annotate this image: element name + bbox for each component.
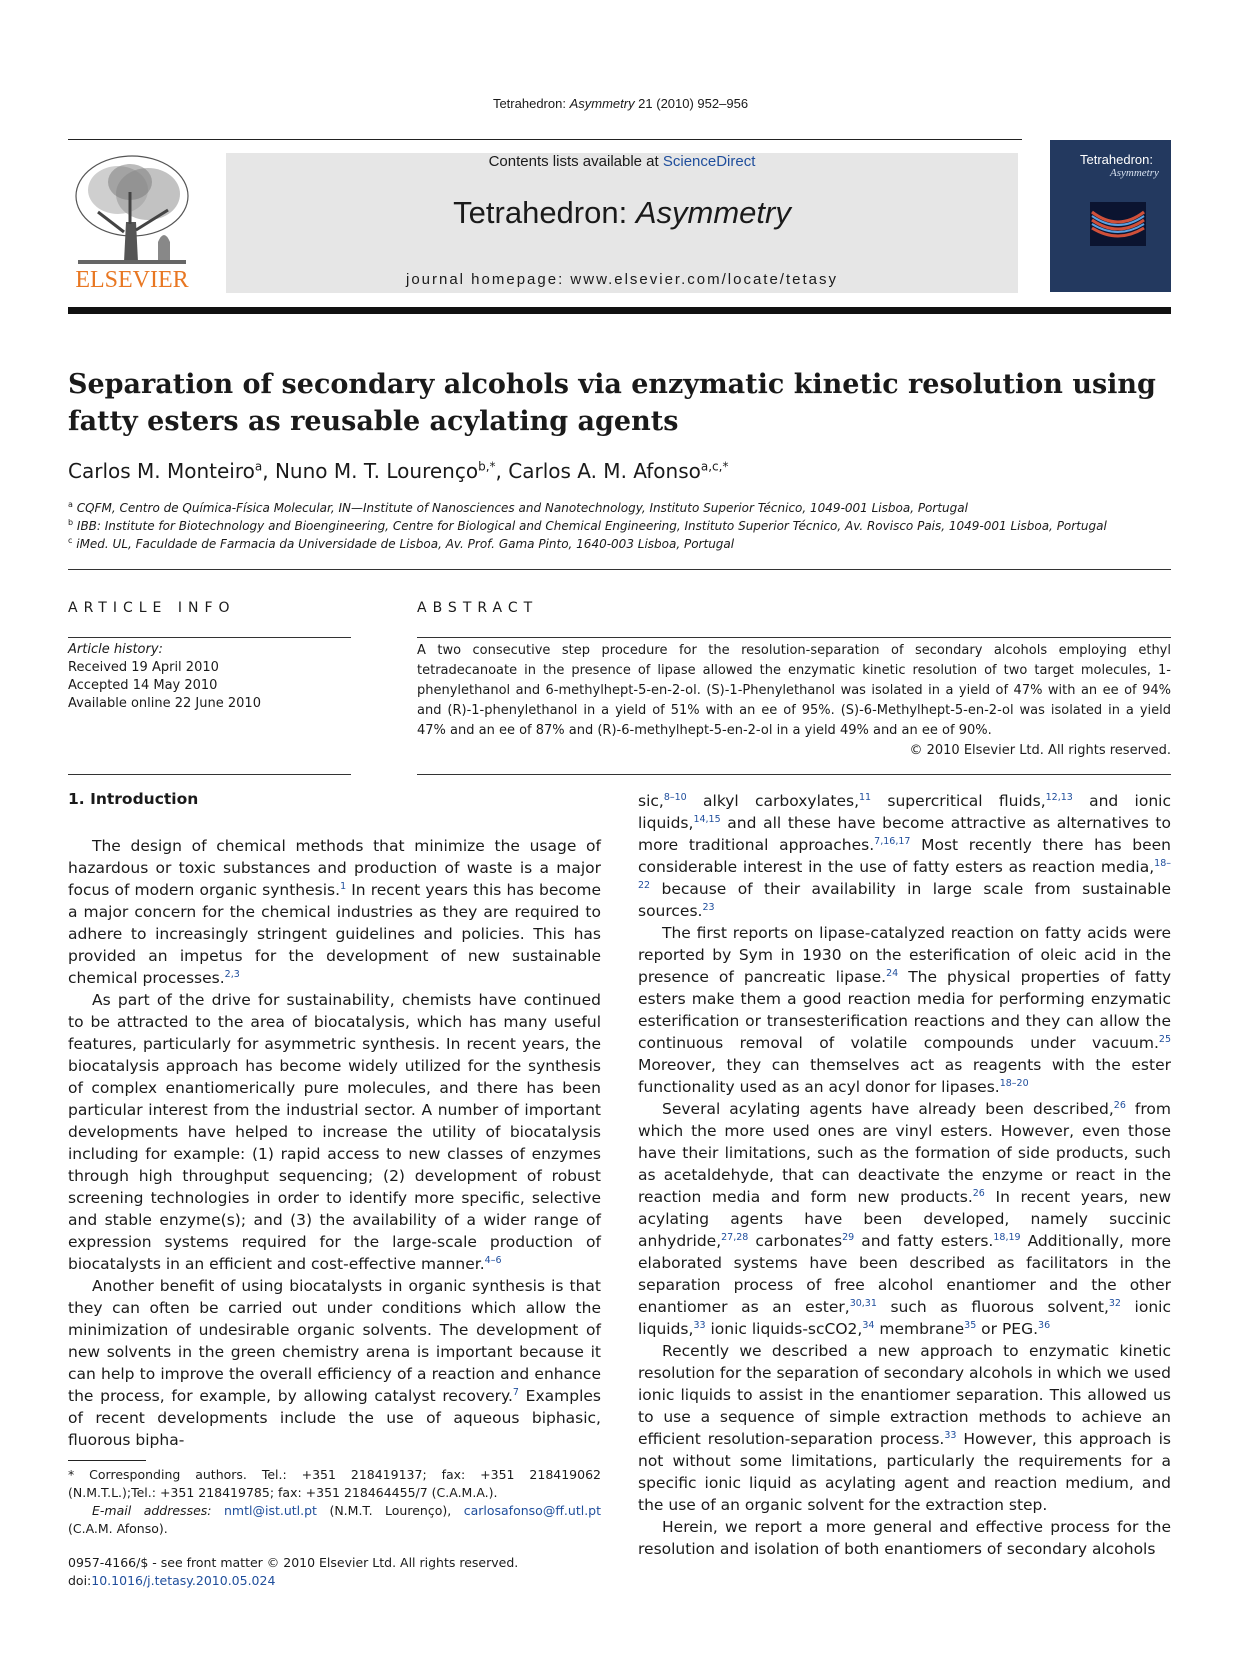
body-paragraph: [68, 835, 601, 989]
citation-link[interactable]: 34: [862, 1319, 875, 1331]
affiliation-text: IBB: Institute for Biotechnology and Bioengineering, Centre for Biological and Chemical Engineering, Instituto Superior Técnico, Av. Rovisco Pais, 1049-001 Lisboa, Portugal: [76, 519, 1107, 533]
email-note: [68, 1502, 601, 1538]
email-link[interactable]: nmtl@ist.utl.pt: [224, 1503, 317, 1518]
author-affiliation-mark: a: [254, 459, 263, 474]
body-paragraph: [638, 790, 1171, 922]
paragraph-text: supercritical fluids,: [871, 792, 1046, 810]
paragraph-text: The design of chemical methods that minimize the usage of hazardous or toxic substances and production of waste is a major focus of modern organic synthesis.: [68, 837, 601, 899]
history-label: Article history:: [68, 642, 163, 657]
citation-link[interactable]: 29: [842, 1231, 855, 1243]
citation-link[interactable]: 14,15: [693, 813, 721, 825]
paragraph-text: Several acylating agents have already been described,: [662, 1100, 1114, 1118]
citation-link[interactable]: 18–22: [638, 857, 1171, 891]
paragraph-text: Recently we described a new approach to enzymatic kinetic resolution for the separation of secondary alcohols in which we used ionic liquids to assist in the enantiomer separation. This allowed us to use a sequence of simple extraction methods to achieve an efficient resolution-separation process.: [638, 1342, 1172, 1448]
affiliation-text: iMed. UL, Faculdade de Farmacia da Universidade de Lisboa, Av. Prof. Gama Pinto, 1640-003 Lisboa, Portugal: [76, 537, 735, 551]
paragraph-text: and all these have become attractive as alternatives to more traditional approaches.: [638, 814, 1171, 854]
citation-link[interactable]: 30,31: [849, 1297, 877, 1309]
citation-link[interactable]: 18–20: [999, 1077, 1029, 1089]
author-name[interactable]: Carlos M. Monteiro: [68, 459, 255, 483]
affiliation-mark: c: [68, 536, 73, 545]
cover-title: Tetrahedron:: [1080, 152, 1153, 167]
elsevier-wordmark: ELSEVIER: [75, 267, 189, 293]
citation-link[interactable]: 32: [1108, 1297, 1121, 1309]
journal-title-italic: Asymmetry: [635, 195, 791, 230]
contents-prefix: Contents lists available at: [488, 153, 663, 170]
paragraph-text: because of their availability in large scale from sustainable sources.: [638, 880, 1171, 920]
citation-link[interactable]: 7: [512, 1386, 519, 1398]
paragraph-text: such as fluorous solvent,: [876, 1298, 1109, 1316]
author-name[interactable]: Nuno M. T. Lourenço: [274, 459, 479, 483]
paragraph-text: In recent years, new acylating agents have been developed, namely succinic anhydride,: [638, 1188, 1171, 1250]
paragraph-text: Additionally, more elaborated systems have been described as facilitators in the separation process of free alcohol enantiomer and the other enantiomer as an ester,: [638, 1232, 1171, 1316]
author-list: Carlos M. Monteiro$^a$, Nuno M. T. Lourenço$^{b,*}$, Carlos A. M. Afonso$^{a,c,*}$: [68, 459, 729, 483]
header-rule: [68, 139, 1022, 140]
received-date: Received 19 April 2010: [68, 660, 219, 675]
affiliation: [68, 536, 734, 551]
body-paragraph: [68, 989, 601, 1275]
footnotes: [68, 1466, 601, 1538]
citation-link[interactable]: 23: [702, 901, 715, 913]
abstract-copyright: © 2010 Elsevier Ltd. All rights reserved.: [909, 743, 1171, 758]
citation-link[interactable]: 12,13: [1045, 791, 1073, 803]
paragraph-text: membrane: [874, 1320, 965, 1338]
paragraph-text: Herein, we report a more general and effective process for the resolution and isolation of both enantiomers of secondary alcohols: [638, 1518, 1171, 1558]
citation-link[interactable]: 36: [1038, 1319, 1051, 1331]
body-paragraph: [638, 1516, 1171, 1560]
paragraph-text: The physical properties of fatty esters make them a good reaction media for performing enzymatic esterification or transesterification reactions and they can allow the continuous removal of volatile compounds under vacuum.: [638, 968, 1172, 1052]
journal-cover: [1050, 140, 1171, 292]
abstract-rule: [417, 637, 1171, 638]
paragraph-text: from which the more used ones are vinyl esters. However, even those have their limitations, such as the formation of side products, such as acetaldehyde, that can deactivate the enzyme or react in the reaction media and form new products.: [638, 1100, 1171, 1206]
citation-link[interactable]: 35: [964, 1319, 977, 1331]
accepted-date: Accepted 14 May 2010: [68, 678, 218, 693]
author-affiliation-mark: b,*: [478, 459, 496, 474]
journal-ref-italic: Asymmetry: [569, 96, 635, 111]
citation-link[interactable]: 27,28: [721, 1231, 749, 1243]
citation-link[interactable]: 33: [693, 1319, 706, 1331]
paragraph-text: Moreover, they can themselves act as reagents with the ester functionality used as an acyl donor for lipases.: [638, 1056, 1171, 1096]
author-name[interactable]: Carlos A. M. Afonso: [508, 459, 701, 483]
paragraph-text: carbonates: [748, 1232, 843, 1250]
citation-link[interactable]: 2,3: [224, 968, 240, 980]
body-paragraph: [638, 922, 1171, 1098]
body-paragraph: [68, 1275, 601, 1451]
article-info-bottom-rule: [68, 774, 351, 775]
cover-subtitle: Asymmetry: [1110, 167, 1159, 179]
author-affiliation-mark: a,c,*: [700, 459, 729, 474]
paragraph-text: The first reports on lipase-catalyzed reaction on fatty acids were reported by Sym in 1930 on the esterification of oleic acid in the presence of pancreatic lipase.: [638, 924, 1171, 986]
paragraph-text: or PEG.: [976, 1320, 1039, 1338]
citation-link[interactable]: 24: [886, 967, 899, 979]
paragraph-text: Most recently there has been considerable interest in the use of fatty esters as reaction media,: [638, 836, 1171, 876]
affiliation: [68, 500, 968, 515]
journal-reference: [0, 96, 1241, 111]
paragraph-text: and fatty esters.: [854, 1232, 994, 1250]
citation-link[interactable]: 33: [944, 1429, 957, 1441]
sciencedirect-link[interactable]: ScienceDirect: [662, 153, 756, 170]
journal-ref-name: Tetrahedron:: [492, 96, 570, 111]
paragraph-text: ionic liquids-scCO2,: [705, 1320, 863, 1338]
contents-line: [226, 153, 1018, 170]
body-column-right: [638, 790, 1171, 1560]
paragraph-text: and ionic liquids,: [638, 792, 1171, 832]
masthead-rule: [68, 307, 1171, 314]
affiliation-rule: [68, 569, 1171, 570]
citation-link[interactable]: 11: [859, 791, 872, 803]
article-info-heading: ARTICLE INFO: [68, 600, 236, 616]
citation-link[interactable]: 1: [340, 880, 347, 892]
abstract-body: [417, 641, 1171, 761]
abstract-bottom-rule: [417, 774, 1171, 775]
citation-link[interactable]: 8–10: [663, 791, 687, 803]
section-heading: 1. Introduction: [68, 790, 199, 808]
affiliation-text: CQFM, Centro de Química-Física Molecular, IN—Institute of Nanosciences and Nanotechnology, Instituto Superior Técnico, 1049-001 Lisboa, Portugal: [76, 501, 968, 515]
front-matter: [68, 1554, 668, 1590]
journal-title-plain: Tetrahedron:: [453, 195, 636, 230]
paragraph-text: Another benefit of using biocatalysts in organic synthesis is that they can often be carried out under conditions which allow the minimization of undesirable organic solvents. The development of new solvents in the green chemistry arena is important because it can help to improve the overall efficiency of a reaction and enhance the process, for example, by allowing catalyst recovery.: [68, 1277, 601, 1405]
affiliation-mark: b: [68, 518, 74, 527]
citation-link[interactable]: 26: [1113, 1099, 1126, 1111]
paragraph-text: sic,: [638, 792, 664, 810]
elsevier-logo: [68, 152, 196, 294]
paragraph-text: However, this approach is not without some limitations, particularly the requirements for a specific ionic liquid as acylating agent and reaction medium, and the use of an organic solvent for the extraction step.: [638, 1430, 1171, 1514]
citation-link[interactable]: 4–6: [484, 1254, 502, 1266]
affiliation-mark: a: [68, 500, 73, 509]
affiliation: [68, 518, 1107, 533]
email-link[interactable]: carlosafonso@ff.utl.pt: [463, 1503, 602, 1518]
abstract-text: A two consecutive step procedure for the resolution-separation of secondary alcohols employing ethyl tetradecanoate in the presence of lipase allowed the enzymatic kinetic resolution of two target molecules, 1-phenylethanol and 6-methylhept-5-en-2-ol. (S)-1-Phenylethanol was isolated in a yield of 47% with an ee of 94% and (R)-1-phenylethanol in a yield of 51% with an ee of 95%. (S)-6-Methylhept-5-en-2-ol was isolated in a yield 47% and an ee of 87% and (R)-6-methylhept-5-en-2-ol in a yield 49% and an ee of 90%.: [417, 643, 1171, 738]
body-column-left: [68, 835, 601, 1451]
article-info-rule: [68, 637, 351, 638]
email-owner: (N.M.T. Lourenço),: [316, 1503, 464, 1518]
cover-image-icon: [1090, 202, 1146, 246]
article-history: [68, 641, 261, 713]
citation-link[interactable]: 25: [1158, 1033, 1171, 1045]
paragraph-text: Examples of recent developments include the use of aqueous biphasic, fluorous bipha-: [68, 1387, 601, 1449]
paragraph-text: alkyl carboxylates,: [686, 792, 860, 810]
citation-link[interactable]: 26: [972, 1187, 985, 1199]
journal-banner: [226, 153, 1018, 293]
journal-homepage[interactable]: journal homepage: www.elsevier.com/locate/tetasy: [405, 271, 838, 288]
corresponding-note: * Corresponding authors. Tel.: +351 218419137; fax: +351 218419062 (N.M.T.L.);Tel.: +351 218419785; fax: +351 218464455/7 (C.A.M.A.).: [68, 1467, 601, 1500]
email-owner: (C.A.M. Afonso).: [68, 1521, 168, 1536]
paragraph-text: ionic liquids,: [638, 1298, 1171, 1338]
online-date: Available online 22 June 2010: [68, 696, 261, 711]
doi-prefix: doi:: [68, 1573, 92, 1588]
footnote-rule: [68, 1460, 146, 1461]
email-label: E-mail addresses:: [92, 1503, 224, 1518]
article-title: Separation of secondary alcohols via enzymatic kinetic resolution using fatty esters as reusable acylating agents: [68, 369, 1156, 437]
journal-title: [226, 195, 1018, 231]
citation-link[interactable]: 18,19: [993, 1231, 1021, 1243]
body-paragraph: [638, 1340, 1171, 1516]
citation-link[interactable]: 7,16,17: [874, 835, 911, 847]
body-paragraph: [638, 1098, 1171, 1340]
abstract-heading: ABSTRACT: [417, 600, 539, 616]
tree-icon: [68, 152, 196, 268]
issn-line: 0957-4166/$ - see front matter © 2010 Elsevier Ltd. All rights reserved.: [68, 1555, 519, 1570]
journal-ref-volume: 21 (2010) 952–956: [634, 96, 749, 111]
doi-link[interactable]: 10.1016/j.tetasy.2010.05.024: [91, 1573, 276, 1588]
paragraph-text: As part of the drive for sustainability, chemists have continued to be attracted to the area of biocatalysis, which has many useful features, particularly for asymmetric synthesis. In recent years, the biocatalysis approach has become widely utilized for the synthesis of complex enantiomerically pure molecules, and there has been particular interest from the industrial sector. A number of important developments have helped to increase the utility of biocatalysis including for example: (1) rapid access to new classes of enzymes through high throughput sequencing; (2) development of robust screening technologies in order to identify more specific, selective and stable enzyme(s); and (3) the availability of a wider range of expression systems required for the large-scale production of biocatalysts in an efficient and cost-effective manner.: [68, 991, 601, 1273]
paragraph-text: In recent years this has become a major concern for the chemical industries as they are required to adhere to increasingly stringent guidelines and policies. This has provided an impetus for the development of new sustainable chemical processes.: [68, 881, 601, 987]
